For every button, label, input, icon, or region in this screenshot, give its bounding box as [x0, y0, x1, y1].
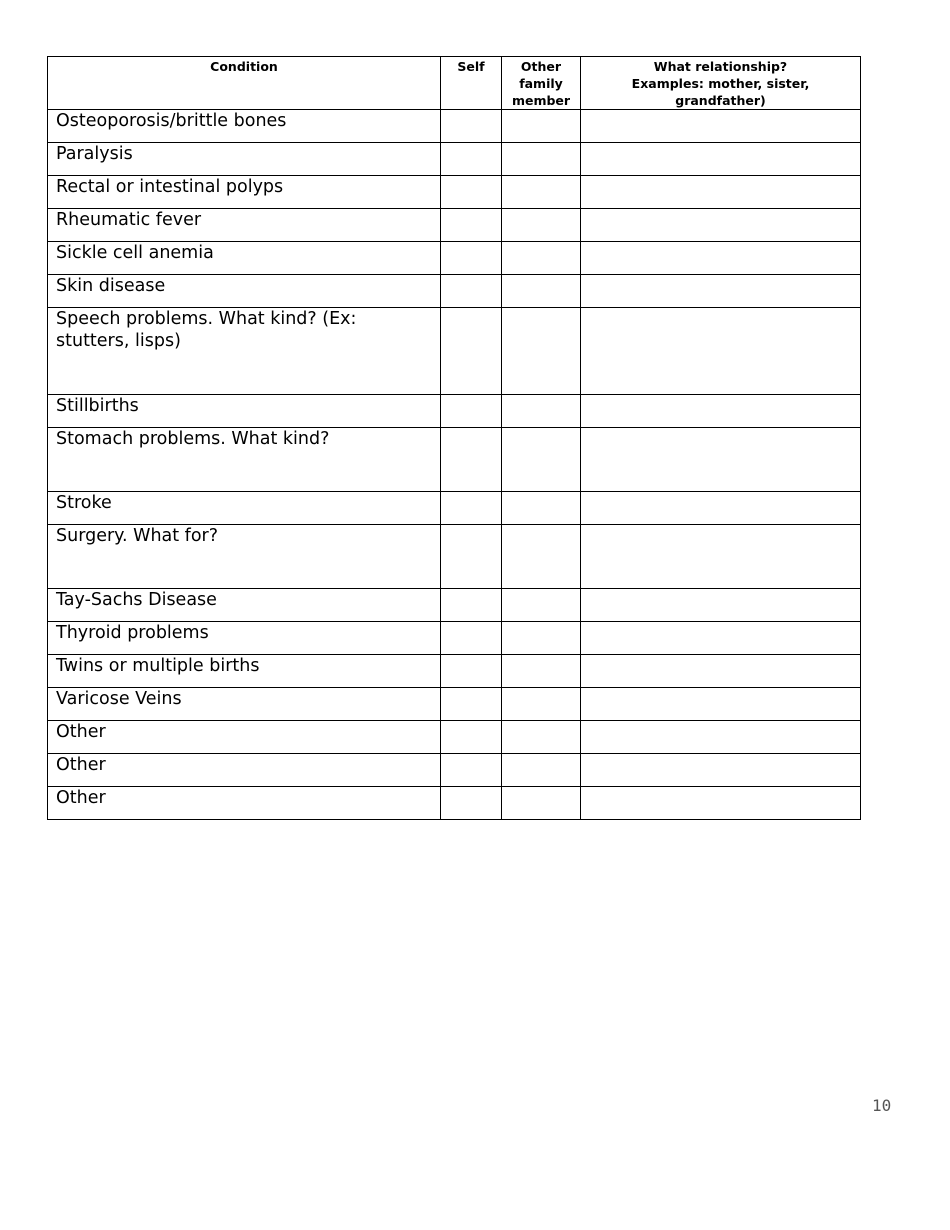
header-other-line-3: member	[511, 93, 571, 108]
relationship-cell[interactable]	[581, 492, 861, 525]
table-row	[48, 589, 861, 622]
table-row	[48, 787, 861, 820]
other-family-cell[interactable]	[502, 688, 581, 721]
table-row	[48, 492, 861, 525]
header-relationship	[581, 57, 861, 110]
self-cell[interactable]	[441, 428, 502, 492]
self-cell[interactable]	[441, 110, 502, 143]
self-cell[interactable]	[441, 492, 502, 525]
other-family-cell[interactable]	[502, 428, 581, 492]
other-family-cell[interactable]	[502, 308, 581, 395]
relationship-cell[interactable]	[581, 721, 861, 754]
condition-cell: Other	[48, 787, 441, 820]
self-cell[interactable]	[441, 721, 502, 754]
relationship-cell[interactable]	[581, 787, 861, 820]
header-self-label: Self	[457, 59, 485, 74]
relationship-cell[interactable]	[581, 688, 861, 721]
other-family-cell[interactable]	[502, 242, 581, 275]
condition-cell: Speech problems. What kind? (Ex: stutters, lisps)	[48, 308, 441, 395]
page-number: 10	[872, 1096, 892, 1115]
table-row	[48, 110, 861, 143]
self-cell[interactable]	[441, 275, 502, 308]
table-row	[48, 308, 861, 395]
relationship-cell[interactable]	[581, 655, 861, 688]
table-row	[48, 242, 861, 275]
self-cell[interactable]	[441, 655, 502, 688]
condition-cell: Surgery. What for?	[48, 525, 441, 589]
other-family-cell[interactable]	[502, 655, 581, 688]
family-history-table	[47, 56, 861, 820]
other-family-cell[interactable]	[502, 622, 581, 655]
header-other-line-1: Other	[520, 59, 562, 74]
relationship-cell[interactable]	[581, 622, 861, 655]
other-family-cell[interactable]	[502, 395, 581, 428]
condition-cell: Paralysis	[48, 143, 441, 176]
condition-cell: Varicose Veins	[48, 688, 441, 721]
table-row	[48, 428, 861, 492]
self-cell[interactable]	[441, 209, 502, 242]
header-condition-label: Condition	[210, 59, 278, 74]
table-row	[48, 275, 861, 308]
self-cell[interactable]	[441, 589, 502, 622]
relationship-cell[interactable]	[581, 209, 861, 242]
header-self	[441, 57, 502, 110]
other-family-cell[interactable]	[502, 176, 581, 209]
self-cell[interactable]	[441, 176, 502, 209]
table-row	[48, 209, 861, 242]
other-family-cell[interactable]	[502, 110, 581, 143]
header-relationship-line-2: Examples: mother, sister,	[631, 76, 810, 91]
other-family-cell[interactable]	[502, 525, 581, 589]
relationship-cell[interactable]	[581, 428, 861, 492]
header-relationship-line-3: grandfather)	[675, 93, 766, 108]
condition-cell: Stillbirths	[48, 395, 441, 428]
condition-cell: Stomach problems. What kind?	[48, 428, 441, 492]
table-row	[48, 525, 861, 589]
other-family-cell[interactable]	[502, 209, 581, 242]
table-row	[48, 176, 861, 209]
self-cell[interactable]	[441, 308, 502, 395]
table-row	[48, 395, 861, 428]
other-family-cell[interactable]	[502, 721, 581, 754]
condition-cell: Thyroid problems	[48, 622, 441, 655]
relationship-cell[interactable]	[581, 275, 861, 308]
table-row	[48, 721, 861, 754]
other-family-cell[interactable]	[502, 754, 581, 787]
condition-cell: Sickle cell anemia	[48, 242, 441, 275]
header-condition	[48, 57, 441, 110]
self-cell[interactable]	[441, 242, 502, 275]
self-cell[interactable]	[441, 688, 502, 721]
other-family-cell[interactable]	[502, 787, 581, 820]
relationship-cell[interactable]	[581, 110, 861, 143]
header-relationship-line-1: What relationship?	[653, 59, 788, 74]
table-row	[48, 688, 861, 721]
self-cell[interactable]	[441, 143, 502, 176]
self-cell[interactable]	[441, 622, 502, 655]
table-row	[48, 622, 861, 655]
relationship-cell[interactable]	[581, 589, 861, 622]
other-family-cell[interactable]	[502, 492, 581, 525]
relationship-cell[interactable]	[581, 242, 861, 275]
relationship-cell[interactable]	[581, 176, 861, 209]
table-row	[48, 143, 861, 176]
relationship-cell[interactable]	[581, 308, 861, 395]
self-cell[interactable]	[441, 754, 502, 787]
condition-cell: Rheumatic fever	[48, 209, 441, 242]
condition-cell: Stroke	[48, 492, 441, 525]
condition-cell: Other	[48, 721, 441, 754]
header-other-family-member	[502, 57, 581, 110]
table-row	[48, 655, 861, 688]
table-header-row	[48, 57, 861, 110]
self-cell[interactable]	[441, 525, 502, 589]
other-family-cell[interactable]	[502, 589, 581, 622]
condition-cell: Rectal or intestinal polyps	[48, 176, 441, 209]
condition-cell: Twins or multiple births	[48, 655, 441, 688]
other-family-cell[interactable]	[502, 275, 581, 308]
self-cell[interactable]	[441, 395, 502, 428]
self-cell[interactable]	[441, 787, 502, 820]
relationship-cell[interactable]	[581, 143, 861, 176]
condition-cell: Skin disease	[48, 275, 441, 308]
relationship-cell[interactable]	[581, 395, 861, 428]
condition-cell: Other	[48, 754, 441, 787]
condition-cell: Osteoporosis/brittle bones	[48, 110, 441, 143]
header-other-line-2: family	[519, 76, 563, 91]
other-family-cell[interactable]	[502, 143, 581, 176]
relationship-cell[interactable]	[581, 754, 861, 787]
condition-cell: Tay-Sachs Disease	[48, 589, 441, 622]
relationship-cell[interactable]	[581, 525, 861, 589]
table-row	[48, 754, 861, 787]
